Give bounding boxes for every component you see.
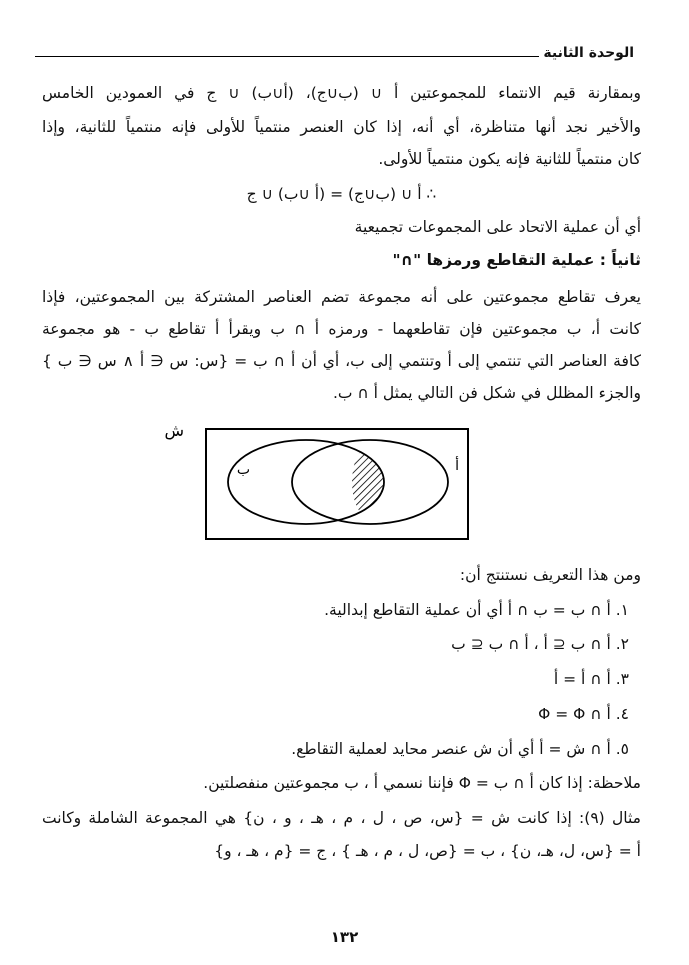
property-2: ٢. أ ∩ ب ⊆ أ ، أ ∩ ب ⊆ ب bbox=[451, 635, 629, 653]
venn-caption: والجزء المظلل في شكل فن التالي يمثل أ ∩ ب. bbox=[332, 384, 641, 402]
example-line-1: مثال (٩): إذا كانت ش = {س، ص ، ل ، م ، هـ ، و ، ن} هي المجموعة الشاملة وكانت bbox=[42, 809, 641, 827]
header-rule bbox=[35, 56, 539, 57]
conclusion-line: أي أن عملية الاتحاد على المجموعات تجميعية bbox=[354, 218, 641, 236]
set-a-label: أ bbox=[455, 458, 459, 474]
chapter-title: الوحدة الثانية bbox=[543, 45, 634, 61]
universe-label: ش bbox=[164, 421, 184, 440]
definition-line-3: كافة العناصر التي تنتمي إلى أ وتنتمي إلى ب، أي أن أ ∩ ب = {س: س ∈ أ ∧ س ∈ ب } bbox=[42, 352, 641, 370]
page-header bbox=[35, 38, 634, 62]
definition-line-2: كانت أ، ب مجموعتين فإن تقاطعهما - ورمزه أ ∩ ب ويقرأ أ تقاطع ب - هو مجموعة bbox=[42, 320, 641, 338]
paragraph-line-3: كان منتمياً للثانية فإنه يكون منتمياً للأولى. bbox=[378, 150, 641, 168]
property-1: ١. أ ∩ ب = ب ∩ أ أي أن عملية التقاطع إبدالية. bbox=[324, 601, 629, 619]
venn-diagram bbox=[164, 418, 470, 542]
page-number: ١٣٢ bbox=[330, 928, 359, 946]
property-3: ٣. أ ∩ أ = أ bbox=[553, 670, 629, 688]
definition-line-1: يعرف تقاطع مجموعتين على أنه مجموعة تضم العناصر المشتركة بين المجموعتين، فإذا bbox=[42, 288, 641, 306]
property-4: ٤. أ ∩ Φ = Φ bbox=[538, 705, 629, 723]
set-b-label: ب bbox=[236, 462, 250, 478]
deduction-intro: ومن هذا التعريف نستنتج أن: bbox=[459, 566, 641, 584]
note-line: ملاحظة: إذا كان أ ∩ ب = Φ فإننا نسمي أ ، ب مجموعتين منفصلتين. bbox=[203, 774, 641, 792]
paragraph-line-2: والأخير نجد أنها متناظرة، أي أنه، إذا كان العنصر منتمياً للأولى فإنه منتمياً للثانية، وإذا bbox=[42, 118, 641, 136]
paragraph-line-1: وبمقارنة قيم الانتماء للمجموعتين أ ∪ (ب∪ج)، (أ∪ب) ∪ ج في العمودين الخامس bbox=[42, 84, 641, 102]
section-heading: ثانياً : عملية التقاطع ورمزها "∩" bbox=[392, 251, 641, 269]
example-line-2: أ = {س، ل، هـ، ن} ، ب = {ص، ل ، م ، هـ } ، ج = {م ، هـ ، و} bbox=[214, 842, 641, 860]
property-5: ٥. أ ∩ ش = أ أي أن ش عنصر محايد لعملية التقاطع. bbox=[291, 740, 629, 758]
universe-rectangle bbox=[206, 429, 468, 539]
formula-associative: ∴ أ ∪ (ب∪ج) = (أ ∪ب) ∪ ج bbox=[246, 185, 437, 203]
